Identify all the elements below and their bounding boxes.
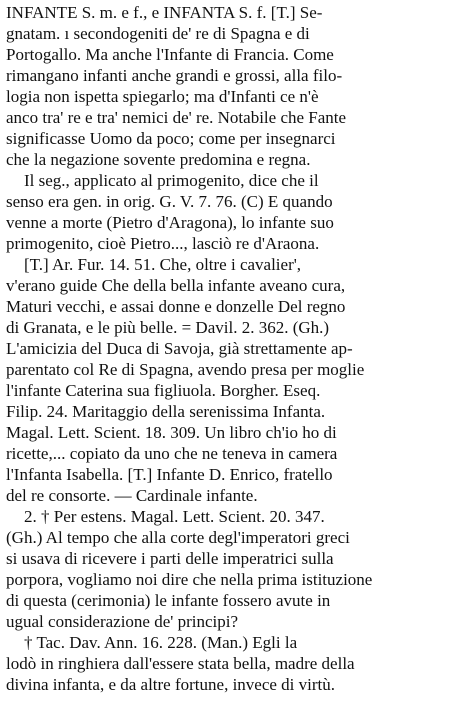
entry-line-21: Magal. Lett. Scient. 18. 309. Un libro ch'io ho di (6, 423, 337, 442)
entry-line-26: (Gh.) Al tempo che alla corte degl'imperatori greci (6, 528, 350, 547)
entry-line-27: si usava di ricevere i parti delle imperatrici sulla (6, 549, 334, 568)
entry-line-24: del re consorte. — Cardinale infante. (6, 486, 258, 505)
entry-line-1: INFANTE S. m. e f., e INFANTA S. f. [T.] Se- (6, 3, 323, 22)
entry-line-25: 2. † Per estens. Magal. Lett. Scient. 20. 347. (24, 507, 325, 526)
entry-line-13: [T.] Ar. Fur. 14. 51. Che, oltre i cavalier', (24, 255, 302, 274)
entry-line-29: di questa (cerimonia) le infante fossero avute in (6, 591, 331, 610)
dictionary-entry (6, 0, 465, 701)
entry-line-7: significasse Uomo da poco; come per insegnarci (6, 129, 336, 148)
entry-line-9: Il seg., applicato al primogenito, dice che il (24, 171, 319, 190)
entry-line-33: divina infanta, e da altre fortune, invece di virtù. (6, 675, 336, 694)
entry-line-5: logia non ispetta spiegarlo; ma d'Infanti ce n'è (6, 87, 319, 106)
entry-line-18: parentato col Re di Spagna, avendo presa per moglie (6, 360, 365, 379)
entry-line-3: Portogallo. Ma anche l'Infante di Francia. Come (6, 45, 334, 64)
entry-line-17: L'amicizia del Duca di Savoja, già strettamente ap- (6, 339, 353, 358)
entry-line-2: gnatam. ı secondogeniti de' re di Spagna e di (6, 24, 310, 43)
entry-line-10: senso era gen. in orig. G. V. 7. 76. (C) E quando (6, 192, 333, 211)
entry-line-15: Maturi vecchi, e assai donne e donzelle Del regno (6, 297, 346, 316)
entry-line-23: l'Infanta Isabella. [T.] Infante D. Enrico, fratello (6, 465, 333, 484)
entry-line-20: Filip. 24. Maritaggio della serenissima Infanta. (6, 402, 326, 421)
entry-line-31: † Tac. Dav. Ann. 16. 228. (Man.) Egli la (24, 633, 298, 652)
entry-line-19: l'infante Caterina sua figliuola. Borgher. Eseq. (6, 381, 321, 400)
entry-line-30: ugual considerazione de' principi? (6, 612, 238, 631)
entry-line-8: che la negazione sovente predomina e regna. (6, 150, 311, 169)
entry-line-28: porpora, vogliamo noi dire che nella prima istituzione (6, 570, 373, 589)
entry-line-16: di Granata, e le più belle. = Davil. 2. 362. (Gh.) (6, 318, 330, 337)
entry-line-22: ricette,... copiato da uno che ne teneva in camera (6, 444, 338, 463)
entry-line-14: v'erano guide Che della bella infante aveano cura, (6, 276, 346, 295)
entry-line-11: venne a morte (Pietro d'Aragona), lo infante suo (6, 213, 334, 232)
entry-line-32: lodò in ringhiera dall'essere stata bella, madre della (6, 654, 355, 673)
entry-line-12: primogenito, cioè Pietro..., lasciò re d'Araona. (6, 234, 320, 253)
entry-line-6: anco tra' re e tra' nemici de' re. Notabile che Fante (6, 108, 347, 127)
entry-line-4: rimangano infanti anche grandi e grossi, alla filo- (6, 66, 343, 85)
